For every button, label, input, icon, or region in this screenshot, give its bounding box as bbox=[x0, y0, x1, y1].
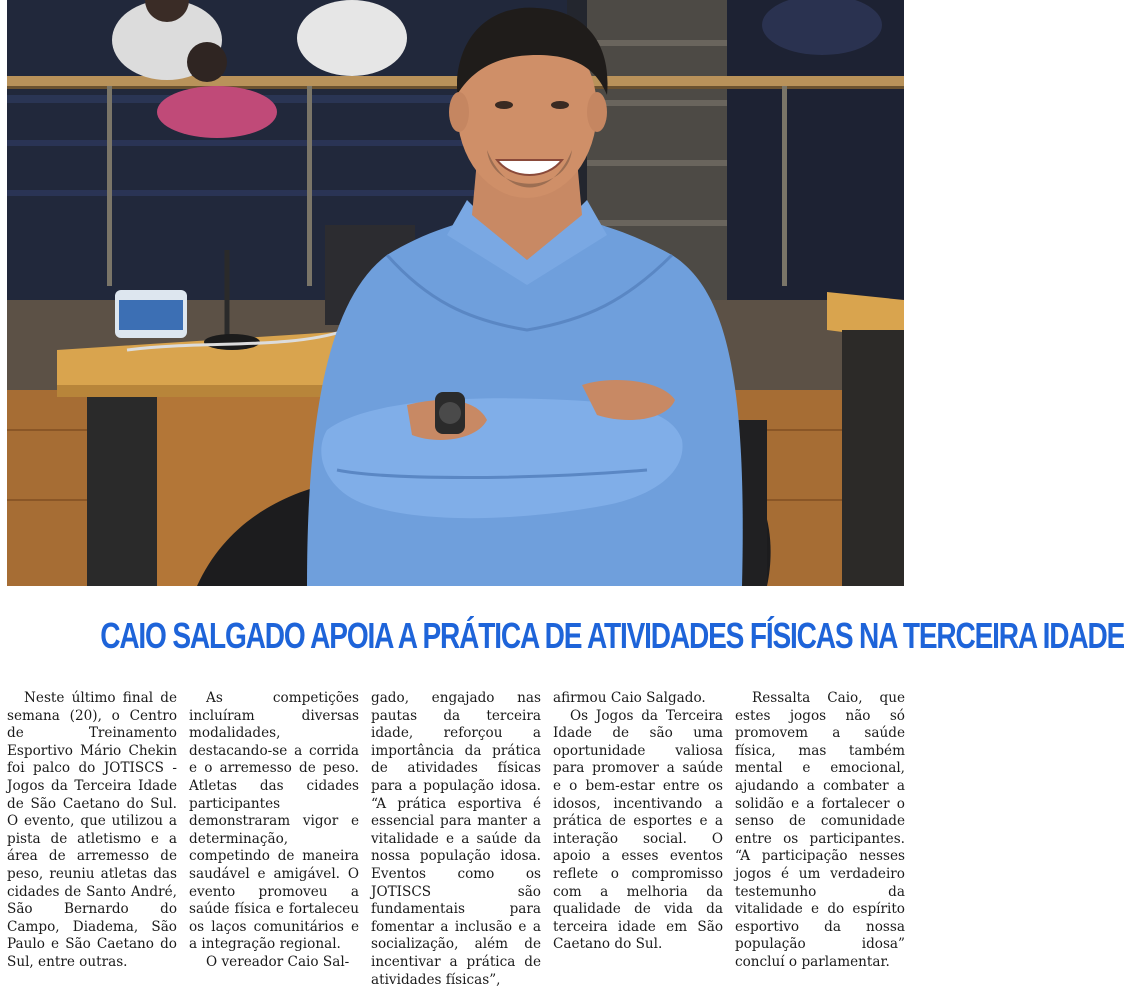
article-headline: CAIO SALGADO APOIA A PRÁTICA DE ATIVIDADES FÍSICAS NA TERCEIRA IDADE bbox=[100, 615, 1124, 656]
article-body bbox=[7, 690, 905, 988]
paragraph: Os Jogos da Terceira Idade de são uma oportunidade valiosa para promover a saúde e o bem-estar entre os idosos, incentivando a prática de esportes e a interação social. O apoio a esses eventos reflete o compromisso com a melhoria da qualidade de vida da terceira idade em São Caetano do Sul. bbox=[553, 707, 723, 953]
article-column-5 bbox=[735, 690, 905, 972]
article-column-2 bbox=[189, 690, 359, 972]
article-photo bbox=[7, 0, 904, 586]
article-column-1 bbox=[7, 690, 177, 972]
paragraph: O vereador Caio Sal- bbox=[206, 953, 350, 970]
photo-illustration bbox=[7, 0, 904, 586]
article-column-4 bbox=[553, 690, 723, 954]
paragraph: As competições incluíram diversas modalidades, destacando-se a corrida e o arremesso de peso. Atletas das cidades participantes demonstraram vigor e determinação, competindo de maneira saudável e amigável. O evento promoveu a saúde física e fortaleceu os laços comunitários e a integração regional. bbox=[189, 690, 359, 953]
paragraph: gado, engajado nas pautas da terceira idade, reforçou a importância da prática de atividades físicas para a população idosa. “A prática esportiva é essencial para manter a vitalidade e a saúde da nossa população idosa. Eventos como os JOTISCS são fundamentais para fomentar a inclusão e a socialização, além de incentivar a prática de atividades físicas”, bbox=[371, 690, 541, 988]
paragraph: Ressalta Caio, que estes jogos não só promovem a saúde física, mas também mental e emocional, ajudando a combater a solidão e a fortalecer o senso de comunidade entre os participantes. “A participação nesses jogos é um verdadeiro testemunho da vitalidade e do espírito esportivo da nossa população idosa” concluí o parlamentar. bbox=[735, 690, 905, 970]
paragraph: afirmou Caio Salgado. bbox=[553, 690, 706, 706]
article-column-3 bbox=[371, 690, 541, 989]
paragraph: Neste último final de semana (20), o Centro de Treinamento Esportivo Mário Chekin foi palco do JOTISCS - Jogos da Terceira Idade de São Caetano do Sul. O evento, que utilizou a pista de atletismo e a área de arremesso de peso, reuniu atletas das cidades de Santo André, São Bernardo do Campo, Diadema, São Paulo e São Caetano do Sul, entre outras. bbox=[7, 690, 177, 970]
